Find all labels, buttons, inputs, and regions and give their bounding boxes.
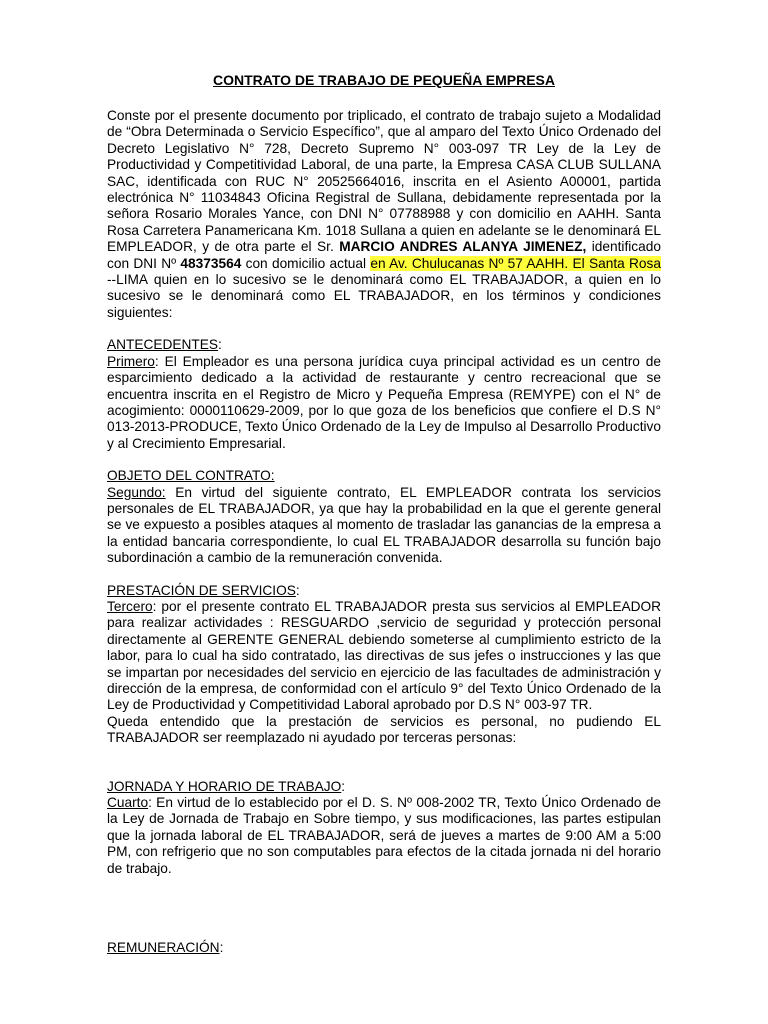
worker-dni: 48373564 (180, 255, 242, 271)
jornada-heading (107, 779, 661, 795)
antecedentes-heading-colon: : (218, 337, 222, 353)
antecedentes-clause (107, 354, 661, 452)
objeto-heading (107, 468, 661, 484)
prestacion-heading (107, 583, 661, 599)
antecedentes-heading (107, 337, 661, 353)
document-title: CONTRATO DE TRABAJO DE PEQUEÑA EMPRESA (213, 72, 555, 88)
jornada-clause (107, 795, 661, 877)
objeto-heading-text: OBJETO DEL CONTRATO: (107, 468, 275, 484)
jornada-text: : En virtud de lo establecido por el D. S. Nº 008-2002 TR, Texto Único Ordenado de la Ley de Jornada de Trabajo en Sobre tiempo, y sus modificaciones, las partes estipulan que la jornada laboral de EL TRABAJADOR, será de jueves a martes de 9:00 AM a 5:00 PM, con refrigerio que no son computables para efectos de la citada jornada ni del horario de trabajo. (107, 795, 661, 876)
intro-text-3: con domicilio actual (241, 255, 371, 271)
clause-label-cuarto: Cuarto (107, 795, 149, 811)
intro-paragraph (107, 108, 661, 321)
clause-label-tercero: Tercero (107, 598, 153, 614)
jornada-heading-text: JORNADA Y HORARIO DE TRABAJO (107, 778, 342, 794)
intro-text-4: --LIMA quien en lo sucesivo se le denominará como EL TRABAJADOR, a quien en lo sucesivo se le denominará como EL TRABAJADOR, en los términos y condiciones siguientes: (107, 272, 661, 320)
clause-label-primero: Primero (107, 353, 155, 369)
prestacion-clause (107, 599, 661, 714)
highlighted-address: en Av. Chulucanas Nº 57 AAHH. El Santa Rosa (370, 255, 661, 271)
clause-label-segundo: Segundo: (107, 484, 166, 500)
document-body (107, 108, 661, 956)
prestacion-extra: Queda entendido que la prestación de servicios es personal, no pudiendo EL TRABAJADOR ser reemplazado ni ayudado por terceras personas: (107, 713, 661, 746)
prestacion-text: : por el presente contrato EL TRABAJADOR presta sus servicios al EMPLEADOR para realizar actividades : RESGUARDO ,servicio de seguridad y protección personal directamente al GERENTE GENERAL debiendo someterse al cumplimiento estricto de la labor, para lo cual ha sido contratado, las directivas de sus jefes o instrucciones y las que se impartan por necesidades del servicio en ejercicio de las facultades de administración y dirección de la empresa, de conformidad con el artículo 9° del Texto Único Ordenado de la Ley de Productividad y Competitividad Laboral aprobado por D.S N° 003-97 TR. (107, 598, 661, 713)
jornada-heading-colon: : (341, 778, 346, 794)
worker-name: MARCIO ANDRES ALANYA JIMENEZ, (339, 239, 587, 255)
objeto-text: En virtud del siguiente contrato, EL EMPLEADOR contrata los servicios personales de EL TRABAJADOR, ya que hay la probabilidad en la que el gerente general se ve expuesto a posibles ataques al momento de trasladar las ganancias de la empresa a la entidad bancaria correspondiente, lo cual EL TRABAJADOR desarrolla su función bajo subordinación a cambio de la remuneración convenida. (107, 484, 661, 566)
antecedentes-heading-text: ANTECEDENTES (107, 337, 219, 353)
prestacion-heading-colon: : (295, 582, 300, 598)
intro-text-2: identificado con DNI Nº (107, 239, 661, 271)
objeto-clause (107, 485, 661, 567)
remuneracion-heading-colon: : (219, 940, 224, 956)
remuneracion-heading (107, 940, 661, 956)
prestacion-heading-text: PRESTACIÓN DE SERVICIOS (107, 582, 296, 598)
antecedentes-text: : El Empleador es una persona jurídica cuya principal actividad es un centro de esparcimiento dedicado a la actividad de restaurante y centro recreacional que se encuentra inscrita en el Registro de Micro y Pequeña Empresa (REMYPE) con el N° de acogimiento: 0000110629-2009, por lo que goza de los beneficios que confiere el D.S N° 013-2013-PRODUCE, Texto Único Ordenado de la Ley de Impulso al Desarrollo Productivo y al Crecimiento Empresarial. (107, 353, 661, 451)
remuneracion-heading-text: REMUNERACIÓN (107, 940, 220, 956)
intro-text-1: Conste por el presente documento por triplicado, el contrato de trabajo sujeto a Modalidad de “Obra Determinada o Servicio Específico”, que al amparo del Texto Único Ordenado del Decreto Legislativo N° 728, Decreto Supremo N° 003-097 TR Ley de la Ley de Productividad y Competitividad Laboral, de una parte, la Empresa CASA CLUB SULLANA SAC, identificada con RUC N° 20525664016, inscrita en el Asiento A00001, partida electrónica N° 11034843 Oficina Registral de Sullana, debidamente representada por la señora Rosario Morales Yance, con DNI N° 07788988 y con domicilio en AAHH. Santa Rosa Carretera Panamericana Km. 1018 Sullana a quien en adelante se le denominará EL EMPLEADOR, y de otra parte el Sr. (107, 108, 661, 255)
